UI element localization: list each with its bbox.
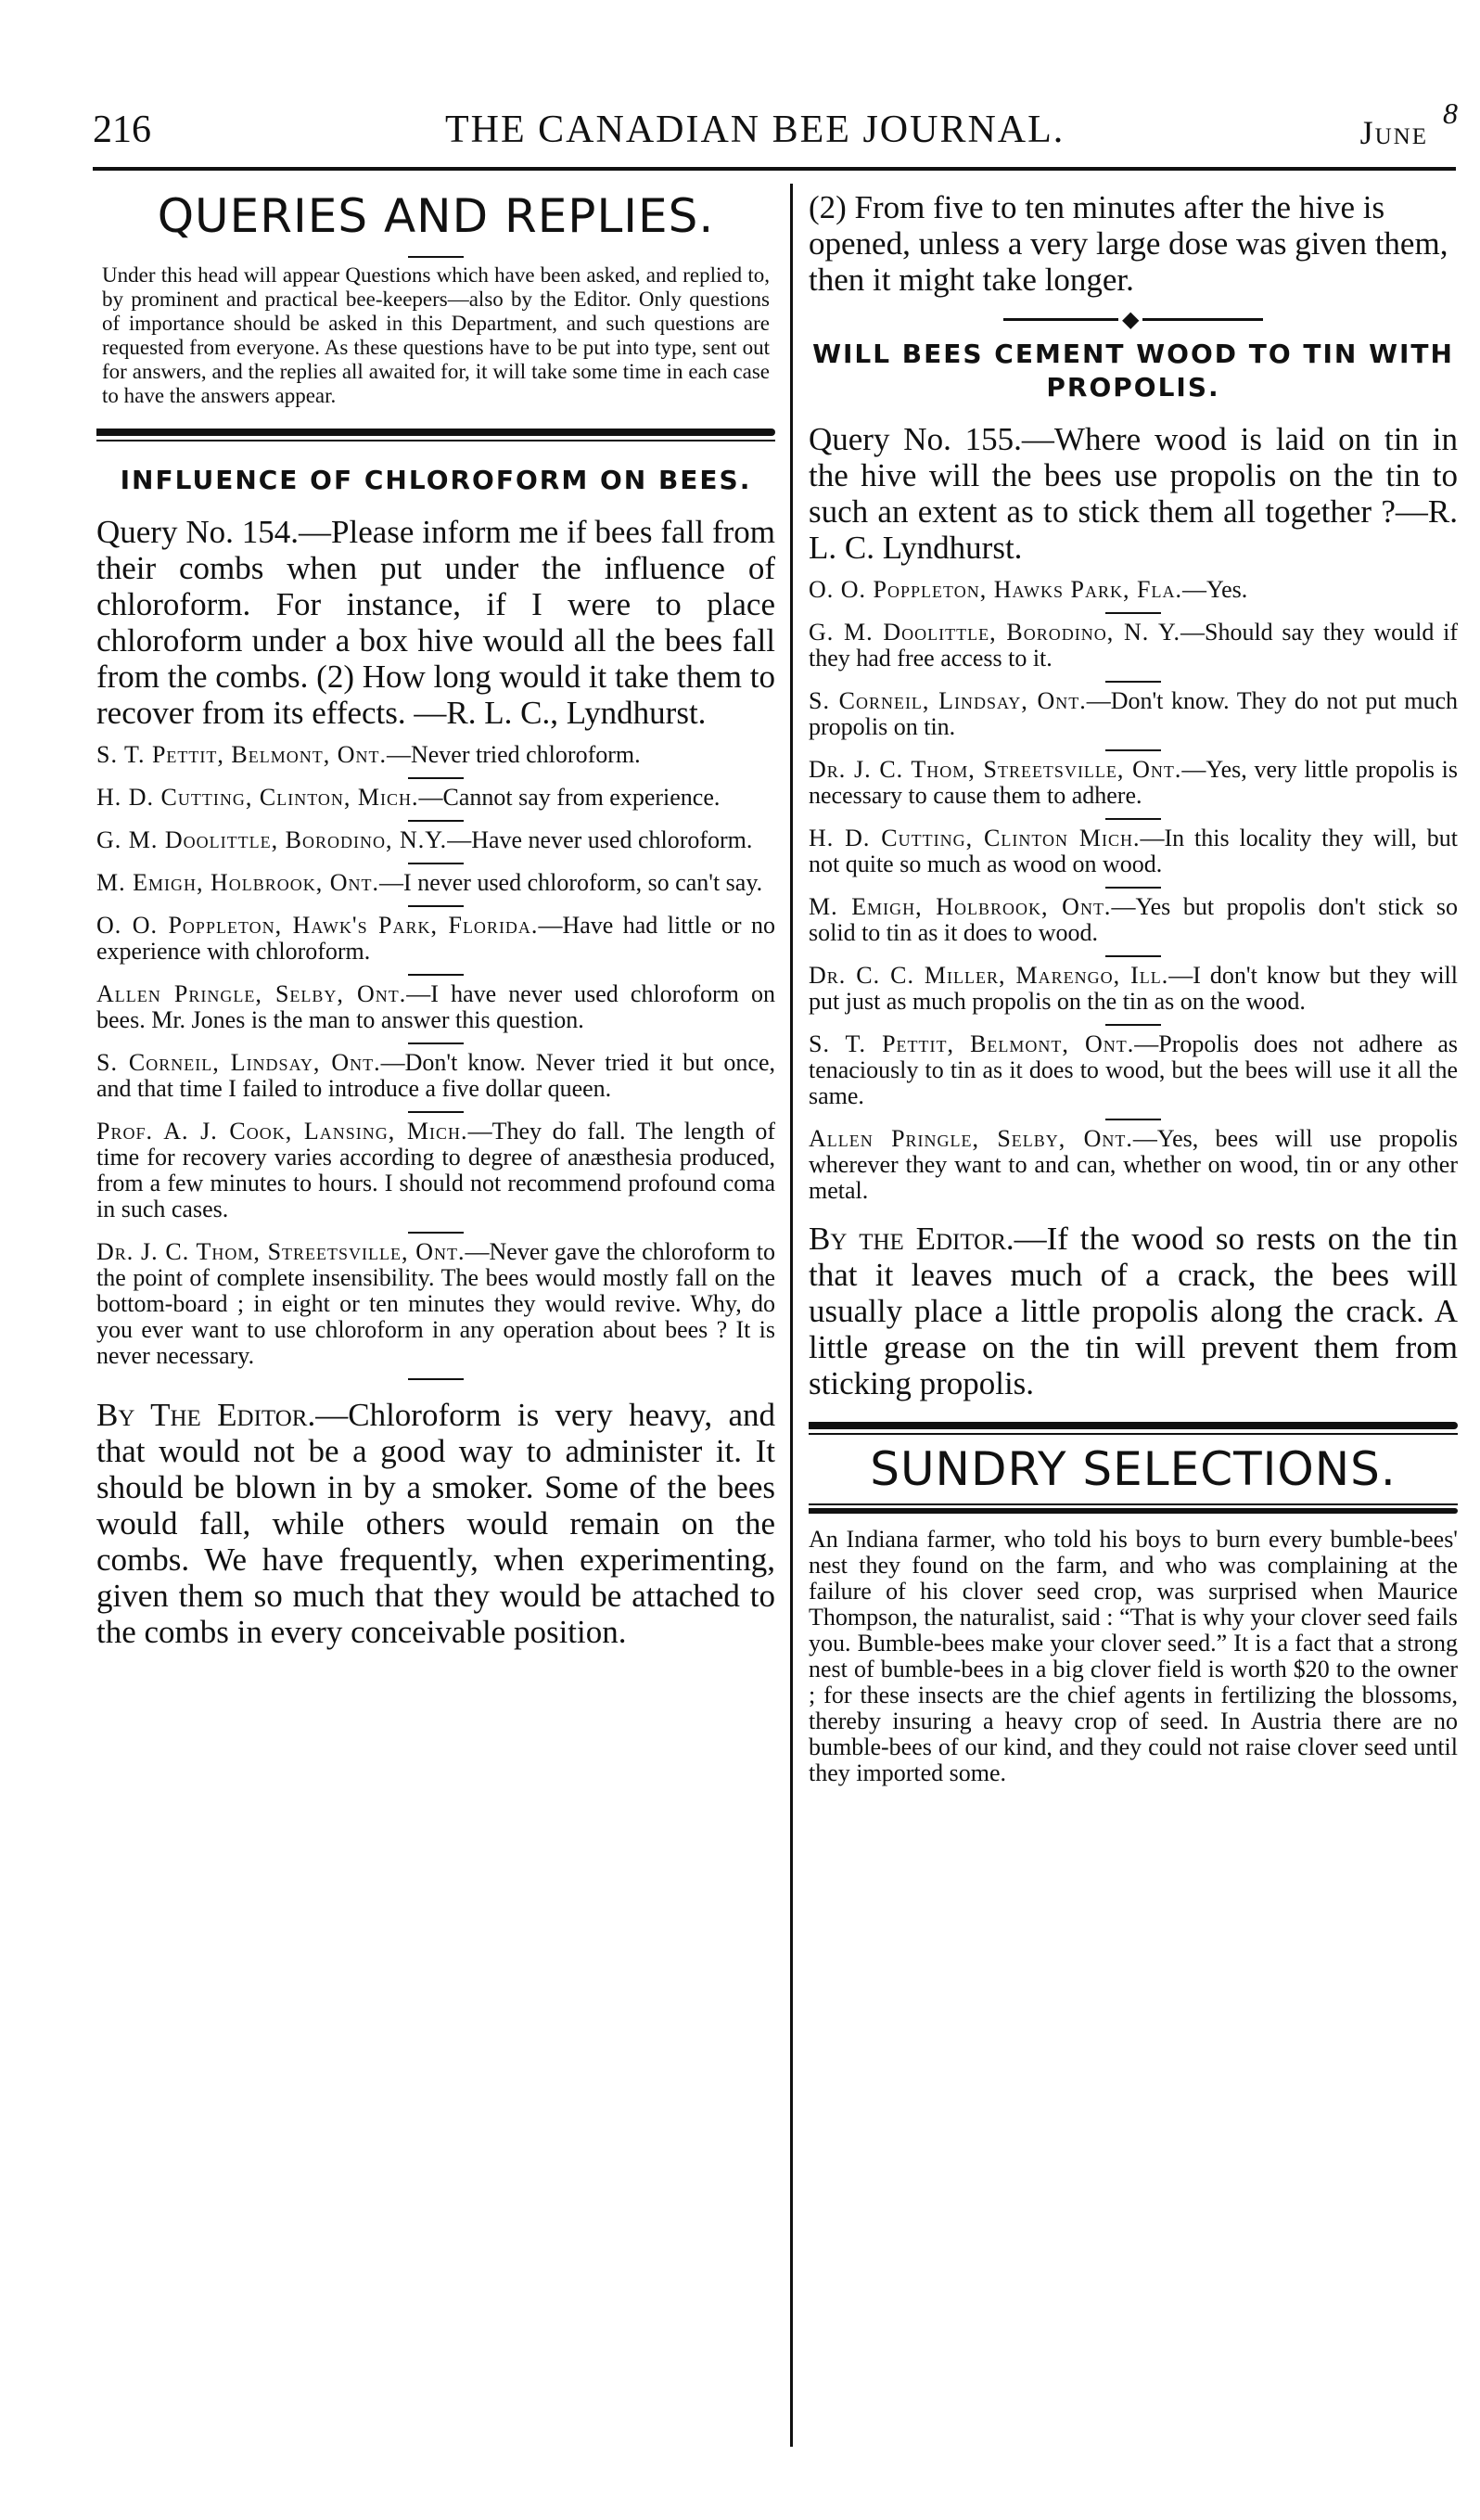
answer-separator <box>1105 681 1161 683</box>
answer-text: —Yes, bees will use propolis wherever they want to and can, whether on wood, tin or any other metal. <box>809 1125 1459 1204</box>
answer-author: Dr. J. C. Thom, Streetsville, Ont. <box>809 756 1182 783</box>
answer-item <box>809 1126 1458 1204</box>
thin-rule <box>96 440 775 441</box>
answer-text: —I never used chloroform, so can't say. <box>379 869 763 896</box>
answer-text: —Yes, very little propolis is necessary to cause them to adhere. <box>809 756 1458 809</box>
answer-author: S. Corneil, Lindsay, Ont. <box>96 1049 381 1076</box>
answer-separator <box>408 863 464 864</box>
answer-text: —Have had little or no experience with chloroform. <box>96 912 775 965</box>
answer-author: Prof. A. J. Cook, Lansing, Mich. <box>96 1118 468 1145</box>
answer-author: Allen Pringle, Selby, Ont. <box>96 980 407 1007</box>
issue-month: June <box>1359 114 1428 151</box>
answer-author: O. O. Poppleton, Hawk's Park, Florida. <box>96 912 539 939</box>
answer-author: O. O. Poppleton, Hawks Park, Fla. <box>809 576 1182 603</box>
answer-separator <box>1105 1119 1161 1120</box>
answer-item <box>96 870 775 896</box>
answer-separator <box>408 1043 464 1044</box>
answer-separator <box>408 1111 464 1113</box>
editor-text: —If the wood so rests on the tin that it leaves much of a crack, the bees will usually place a little propolis along the crack. A little grease on the tin will prevent them from sticking propolis. <box>809 1221 1458 1401</box>
editor-label: By The Editor. <box>96 1397 316 1433</box>
answer-author: H. D. Cutting, Clinton Mich. <box>809 825 1141 851</box>
thin-rule <box>809 1433 1458 1435</box>
answer-item <box>809 825 1458 877</box>
answer-item <box>809 688 1458 740</box>
thick-rule <box>809 1508 1458 1514</box>
answer-author: G. M. Doolittle, Borodino, N.Y. <box>96 826 448 853</box>
answer-author: Allen Pringle, Selby, Ont. <box>809 1125 1133 1152</box>
answer-item <box>96 1239 775 1369</box>
ornament-rule <box>1003 318 1263 321</box>
answer-text: —Cannot say from experience. <box>418 784 721 811</box>
header-rule <box>93 167 1456 171</box>
answer-text: —I have never used chloroform on bees. Mr. Jones is the man to answer this question. <box>96 980 775 1033</box>
section-title-queries: QUERIES AND REPLIES. <box>157 189 715 243</box>
answer-item <box>809 757 1458 809</box>
answer-author: H. D. Cutting, Clinton, Mich. <box>96 784 419 811</box>
answer-text: —Don't know. They do not put much propolis on tin. <box>809 687 1458 740</box>
answer-author: Dr. C. C. Miller, Marengo, Ill. <box>809 962 1169 989</box>
query-heading-154: INFLUENCE OF CHLOROFORM ON BEES. <box>120 465 752 495</box>
answer-item <box>96 785 775 811</box>
answer-item <box>96 742 775 768</box>
answer-author: M. Emigh, Holbrook, Ont. <box>96 869 380 896</box>
answer-separator <box>1105 955 1161 957</box>
answer-text: —Propolis does not adhere as tenaciously to tin as it does to wood, but the bees will use it all the same. <box>809 1030 1458 1109</box>
answer-text: —Never tried chloroform. <box>386 741 641 768</box>
answer-item <box>96 913 775 965</box>
sundry-article: An Indiana farmer, who told his boys to burn every bumble-bees' nest they found on the farm, and who was complaining at the failure of his clover seed crop, was surprised when Maurice Thompson, the naturalist, said : “That is why your clover seed fails you. Bumble-bees make your clover seed.” It is a fact that a strong nest of bumble-bees in a big clover field is worth $20 to the owner ; for these insects are the chief agents in fertilizing the blossoms, thereby insuring a heavy crop of seed. In Austria there are no bumble-bees of our kind, and they could not raise clover seed until they imported some. <box>809 1526 1458 1786</box>
running-header <box>93 96 1465 167</box>
answer-text: —They do fall. The length of time for recovery varies according to degree of anæsthesia produced, from a few minutes to hours. I should not recommend profound coma in such cases. <box>96 1118 776 1222</box>
answer-item <box>96 981 775 1033</box>
answer-author: M. Emigh, Holbrook, Ont. <box>809 893 1112 920</box>
query-text-155: Query No. 155.—Where wood is laid on tin in the hive will the bees use propolis on the tin to such an extent as to stick them all together ?—R. L. C. Lyndhurst. <box>809 421 1458 566</box>
query-text-154: Query No. 154.—Please inform me if bees fall from their combs when put under the influence of chloroform. For instance, if I were to place chloroform under a box hive would all the bees fall from the combs. (2) How long would it take them to recover from its effects. —R. L. C., Lyndhurst. <box>96 514 775 731</box>
answer-separator <box>408 1378 464 1380</box>
answer-separator <box>1105 818 1161 820</box>
editor-reply-154 <box>96 1397 775 1650</box>
answer-text: —Should say they would if they had free access to it. <box>809 619 1458 672</box>
answer-text: —Yes. <box>1181 576 1248 603</box>
answer-author: S. T. Pettit, Belmont, Ont. <box>96 741 387 768</box>
answer-author: Dr. J. C. Thom, Streetsville, Ont. <box>96 1238 466 1265</box>
answer-separator <box>408 777 464 779</box>
section-intro: Under this head will appear Questions which have been asked, and replied to, by prominent and practical bee-keepers—also by the Editor. Only questions of importance should be asked in this Department, and such questions are requested from everyone. As these questions have to be put into type, sent out for answers, and the replies all awaited for, it will take some time in each case to have the answers appear. <box>102 263 770 407</box>
answer-item <box>96 1050 775 1102</box>
answer-author: S. Corneil, Lindsay, Ont. <box>809 687 1087 714</box>
section-title-sundry: SUNDRY SELECTIONS. <box>870 1442 1397 1496</box>
query-heading-155: WILL BEES CEMENT WOOD TO TIN WITH PROPOLIS. <box>812 339 1454 403</box>
left-column <box>96 185 775 1650</box>
issue-day: 8 <box>1443 96 1458 130</box>
answer-text: —I don't know but they will put just as much propolis on the tin as on the wood. <box>809 962 1458 1015</box>
answer-author: G. M. Doolittle, Borodino, N. Y. <box>809 619 1180 646</box>
thick-rule <box>96 429 775 436</box>
answer-separator <box>1105 612 1161 614</box>
answer-item <box>96 1119 775 1222</box>
answer-list-154 <box>96 742 775 1380</box>
page-number: 216 <box>93 109 151 151</box>
answer-item <box>809 963 1458 1015</box>
editor-label: By the Editor. <box>809 1221 1014 1257</box>
thick-rule <box>809 1422 1458 1429</box>
answer-separator <box>1105 749 1161 751</box>
answer-separator <box>1105 887 1161 889</box>
editor-reply-continuation: (2) From five to ten minutes after the hive is opened, unless a very large dose was given them, then it might take longer. <box>809 189 1448 298</box>
journal-title: THE CANADIAN BEE JOURNAL. <box>445 109 1065 151</box>
thin-rule <box>809 1503 1458 1505</box>
right-column <box>809 185 1458 1786</box>
answer-list-155 <box>809 577 1458 1204</box>
answer-text: —In this locality they will, but not quite so much as wood on wood. <box>809 825 1458 877</box>
answer-text: —Have never used chloroform. <box>447 826 753 853</box>
answer-separator <box>1105 1024 1161 1026</box>
answer-separator <box>408 905 464 907</box>
answer-author: S. T. Pettit, Belmont, Ont. <box>809 1030 1135 1057</box>
answer-text: —Never gave the chloroform to the point of complete insensibility. The bees would mostly fall on the bottom-board ; in eight or ten minutes they would revive. Why, do you ever want to use chloroform in any operation about bees ? It is never necessary. <box>96 1238 775 1369</box>
answer-separator <box>408 1232 464 1234</box>
answer-separator <box>408 820 464 822</box>
answer-item <box>809 620 1458 672</box>
title-rule <box>408 256 464 258</box>
answer-text: —Yes but propolis don't stick so solid to tin as it does to wood. <box>809 893 1458 946</box>
editor-reply-155 <box>809 1221 1458 1401</box>
column-divider <box>790 184 793 2447</box>
answer-text: —Don't know. Never tried it but once, and that time I failed to introduce a five dollar queen. <box>96 1049 776 1102</box>
answer-item <box>96 827 775 853</box>
answer-item <box>809 577 1458 603</box>
answer-item <box>809 1031 1458 1109</box>
editor-text: —Chloroform is very heavy, and that would not be a good way to administer it. It should be blown in by a smoker. Some of the bees would fall, while others would remain on the combs. We have frequently, when experimenting, given them so much that they would be attached to the combs in every conceivable position. <box>96 1397 776 1650</box>
answer-item <box>809 894 1458 946</box>
answer-separator <box>408 974 464 976</box>
